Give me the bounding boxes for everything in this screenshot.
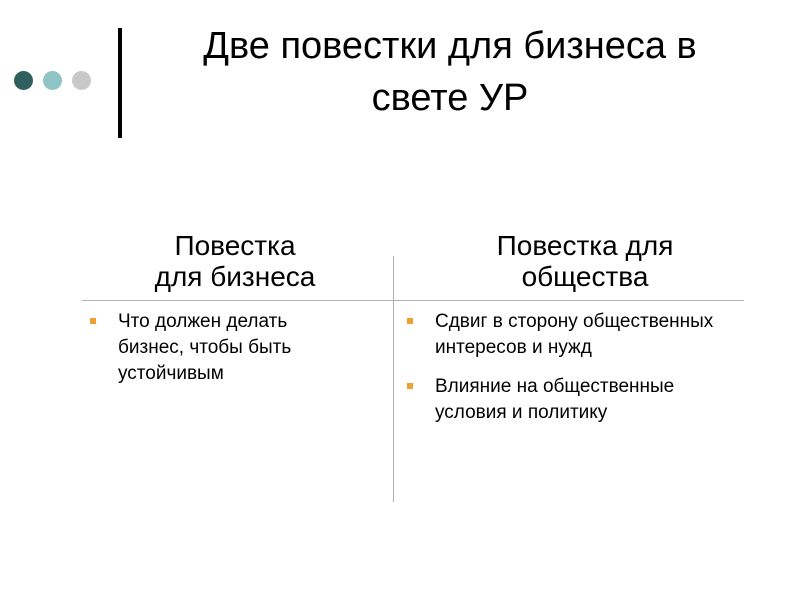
bullet-text-line-2: бизнес, чтобы быть [118,337,292,358]
column-heading-line-1: Повестка для [496,230,674,261]
square-bullet-icon [407,383,413,389]
column-heading-society [420,230,750,292]
bullet-text-line-1: Сдвиг в сторону общественных [435,311,714,332]
dot-light-teal [43,71,62,90]
bullet-text-line-3: устойчивым [118,363,224,384]
vertical-divider [393,256,394,502]
dot-gray [72,71,91,90]
decorative-dots [14,71,91,90]
column-heading-line-2: для бизнеса [154,261,316,292]
bullet-text-line-2: интересов и нужд [435,337,592,358]
list-item [88,309,358,387]
slide-title [140,20,760,124]
bullet-text-line-2: условия и политику [435,402,608,423]
list-item [405,309,775,361]
bullet-list-society [405,309,775,439]
dot-dark-teal [14,71,33,90]
list-item [405,374,775,426]
horizontal-divider [82,300,744,301]
slide-title-line-2: свете УР [371,77,529,119]
column-heading-line-2: общества [521,261,649,292]
bullet-text-line-1: Что должен делать [118,311,288,332]
bullet-text-line-1: Влияние на общественные [435,376,675,397]
bullet-list-business [88,309,358,400]
column-heading-business [100,230,370,292]
square-bullet-icon [90,318,96,324]
square-bullet-icon [407,318,413,324]
slide-title-line-1: Две повестки для бизнеса в [203,25,697,67]
column-heading-line-1: Повестка [174,230,296,261]
title-accent-bar [118,28,122,138]
